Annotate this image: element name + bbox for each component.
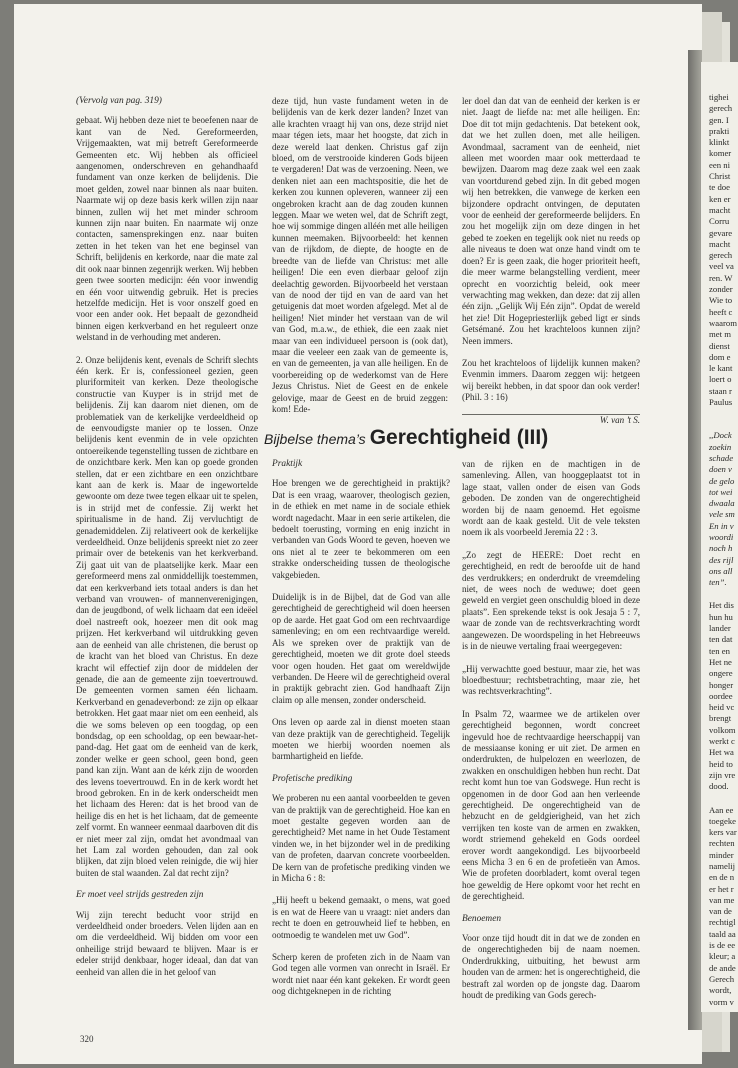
fragment-line: schade bbox=[709, 452, 734, 463]
fragment-line: Wie to bbox=[709, 295, 733, 306]
fragment-line: Het dis bbox=[709, 600, 734, 611]
paragraph: Voor onze tijd houdt dit in dat we de zonden en de ongerechtigheden bij de naam noemen. Onderdrukking, uitbuiting, het bewust arm houden van de armen: het is ongerechtigheid, die bestraft zal worden op de jongste dag. Daarom houdt de prediking van Gods gerech- bbox=[462, 933, 640, 1001]
fragment-line: des rijl bbox=[709, 554, 734, 565]
article2-column-2 bbox=[462, 459, 640, 1012]
fragment-line: de gelo bbox=[709, 475, 735, 486]
fragment-line: klinkt bbox=[709, 137, 730, 148]
document-page bbox=[14, 4, 702, 1064]
fragment-line: Aan ee bbox=[709, 804, 734, 815]
paragraph: van de rijken en de machtigen in de samenleving. Allen, van hooggeplaatst tot in lage staat, vallen onder de eisen van Gods geboden. De zonden van de ongerechtigheid worden bij de naam genoemd. Het egoïsme wordt aan de kaak gesteld. Uit de vele teksten noem ik als voorbeeld Jeremia 22 : 3. bbox=[462, 459, 640, 538]
fragment-line: ten dat bbox=[709, 634, 733, 645]
fragment-line: Gerech bbox=[709, 973, 735, 984]
fragment-line: volkom bbox=[709, 724, 736, 735]
paragraph: Ons leven op aarde zal in dienst moeten staan van deze praktijk van de gerechtigheid. Tegelijk moeten we hierbij woorden noemen als barmhartigheid en liefde. bbox=[272, 717, 450, 762]
fragment-line: gerech bbox=[709, 250, 733, 261]
paragraph: ler doel dan dat van de eenheid der kerken is er niet. Jaagt de liefde na: met alle heiligen. En: Doe dit tot mijn gedachtenis. Dat betekent ook, dat we het zullen doen, met alle heiligen. Avondmaal, sacrament van de eenheid, niet alleen met woorden maar ook metterdaad te bewijzen. Daarom mag deze zaak wel een zaak van voortdurend gebed zijn. In dit gebed mogen wij hen betrekken, die vanwege de kerken een bijzondere opdracht ontvingen, de deputaten voor de eenheid der gereformeerde belijders. En zou het mogelijk zijn om deze dingen in het gebed te zoeken en tegelijk ook niet nu reeds op alle niveaus te doen wat onze hand vindt om te doen? Er is geen zaak, die hoger prioriteit heeft, die meer warme belangstelling verdient, meer oprecht en voorzichtig beleid, ook meer verwachting mag wekken, dan deze: dat zij allen één zijn. „Gelijk Wij Eén zijn”. Opdat de wereld het zie! Dit Hogepriesterlijk gebed ligt er sinds Getsémané. Zou het krachteloos kunnen zijn? Neen immers. bbox=[462, 96, 640, 346]
fragment-line: zonder bbox=[709, 284, 733, 295]
fragment-line: Christ bbox=[709, 171, 731, 182]
paragraph: gebaat. Wij hebben deze niet te beoefenen naar de kant van de Ned. Gereformeerden, Vrijgemaakten, wat mij betreft Gereformeerde Gemeenten etc. Wij hebben als officieel aangenomen, onderschreven en gehandhaafd fundament van onze kerken de belijdenis. Die moet gelden, zowel naar binnen als naar buiten. Naarmate wij op deze basis kerk willen zijn naar binnen, zullen wij het met minder schroom kunnen zijn naar buiten. En naarmate wij onze contacten, samensprekingen enz. naar buiten zetten in het teken van het ene beginsel van Schrift, belijdenis en kerkorde, naar die mate zal dit ook naar binnen zegenrijk werken. Wij hebben geen twee soorten medicijn: één voor inwendig en één voor uitwendig gebruik. Het is precies hetzelfde medicijn. Het is voor onszelf goed en voor een ander ook. Het bepaalt de gezondheid binnen eigen kerkverband en het reguleert onze welstand in de verhouding met anderen. bbox=[76, 115, 258, 343]
fragment-line: lander bbox=[709, 623, 731, 634]
fragment-line: Het wa bbox=[709, 747, 734, 758]
fragment-line: heid vc bbox=[709, 702, 735, 713]
fragment-line: En in v bbox=[709, 520, 734, 531]
facing-column-fragments bbox=[709, 92, 738, 1008]
continued-from: (Vervolg van pag. 319) bbox=[76, 96, 162, 106]
fragment-line: gen. I bbox=[709, 114, 729, 125]
page-number: 320 bbox=[80, 1034, 94, 1044]
fragment-line: le kant bbox=[709, 363, 733, 374]
fragment-line: rechten bbox=[709, 838, 735, 849]
quote: „Hij heeft u bekend gemaakt, o mens, wat goed is en wat de Heere van u vraagt: niet anders dan recht te doen en getrouwheid lief te hebben, en ootmoedig te wandelen met uw God”. bbox=[272, 895, 450, 940]
paragraph: 2. Onze belijdenis kent, evenals de Schrift slechts één kerk. Er is, confessioneel gezien, geen pluriformiteit van kerken. Deze theologische constructie van Kuyper is in strijd met de belijdenis. Zij kan daarom niet dienen, om de problematiek van de kerkelijke verdeeldheid op de eenvoudigste manier op te lossen. Onze belijdenis kent evenmin de in vele opzichten ontoereikende tegenstelling tussen de zichtbare en de onzichtbare kerk. Men kan op goede gronden stellen, dat er een zichtbare en een onzichtbare kant aan de kerk is. Maar de ingewortelde gewoonte om deze twee tegen elkaar uit te spelen, is in strijd met de confessie. Zij werkt het spiritualisme in de hand. Zij vervluchtigt de genademiddelen. Zij relativeert ook de kerkelijke verdeeldheid. Onze belijdenis spreekt niet zo zeer primair over de betekenis van het kerkverband. Zij gaat uit van de plaatselijke kerk. Maar een gereformeerd mens zal onmiddellijk toestemmen, dat een kerkverband iets totaal anders is dan het verband van vrouwen- of mannenverenigingen, dan de jeugdbond, of welk lichaam dat een ideëel doel nastreeft ook, hoezeer men dit ook mag prijzen. Het kerkverband wil uitdrukking geven aan de eenheid van alle christenen, die berust op de kracht van het bloed van Christus. En deze kracht wil effectief zijn door de middelen der genade, die aan de gemeente zijn toevertrouwd. De gemeenten vormen samen één lichaam. Kerkverband en genadeverbond: ze zijn op elkaar betrokken. Het gaat maar niet om een eenheid, als die we soms beleven op een toogdag, op een bondsdag, op een schooldag, op een bewaar-het-pand-dag. Het gaat om de eenheid van de kerk, zonder welke er geen school, geen bond, geen pand kan zijn. Want aan de kérk zijn de woorden des levens toevertrouwd. En in de kerk wordt het brood gebroken. En in de kerk onderscheidt men het lichaam des Heren: dat is het brood van de heilige dis en het is het lichaam, dat de gemeente zelf vormt. En wanneer eenmaal daarboven dit dis er niet meer zal zijn, omdat het avondmaal van het Lam zal worden gehouden, dan zal ook blijken, dat zijn bloed velen reinigde, die wij hier buiten de stal waanden. Zal dat recht zijn? bbox=[76, 354, 258, 878]
paragraph: Wij zijn terecht beducht voor strijd en verdeeldheid onder broeders. Velen lijden aan en om die verdeeldheid. Wij bidden om voor een onheilige strijd bewaard te blijven. Maar is er edeler strijd denkbaar, hoger ideaal, dan dat van eenheid van allen die in het geloof van bbox=[76, 909, 258, 977]
fragment-line: een ni bbox=[709, 159, 730, 170]
subheading: Profetische prediking bbox=[272, 773, 353, 784]
fragment-line: ons all bbox=[709, 565, 733, 576]
fragment-line: wordt, bbox=[709, 985, 732, 996]
fragment-line: en de n bbox=[709, 872, 735, 883]
fragment-line: vele sm bbox=[709, 509, 735, 520]
fragment-line: gerech bbox=[709, 103, 733, 114]
fragment-line: gevare bbox=[709, 227, 733, 238]
author-signature: W. van ’t S. bbox=[599, 414, 640, 425]
fragment-line: ten”. bbox=[709, 577, 727, 588]
subheading: Benoemen bbox=[462, 913, 502, 924]
section-kicker: Bijbelse thema’s bbox=[264, 431, 366, 447]
fragment-line: staan r bbox=[709, 385, 732, 396]
fragment-line: oordee bbox=[709, 690, 733, 701]
fragment-line: dienst bbox=[709, 340, 730, 351]
paragraph: Duidelijk is in de Bijbel, dat de God van alle gerechtigheid de gerechtigheid wil doen heersen op de aarde. Het gaat God om een rechtvaardige samenleving; en om een rechtvaardige wereld. Als we spreken over de praktijk van de gerechtigheid, moeten we dit grote doel steeds voor ogen houden. Het gaat om wereldwijde verbanden. De Heere wil de gerechtigheid overal in praktijk gebracht zien. God handhaaft Zijn claim op alle mensen, zonder onderscheid. bbox=[272, 592, 450, 705]
paragraph: Zou het krachteloos of lijdelijk kunnen maken? Evenmin immers. Daarom zeggen wij: hetgeen wij bereikt hebben, in dat spoor dan ook verder! (Phil. 3 : 16) bbox=[462, 357, 640, 403]
fragment-line: komer bbox=[709, 148, 732, 159]
facing-page-edge bbox=[700, 62, 738, 1012]
subheading: Er moet veel strijds gestreden zijn bbox=[76, 890, 204, 901]
fragment-line: ten en bbox=[709, 645, 730, 656]
fragment-line: macht bbox=[709, 238, 731, 249]
fragment-line: woordi bbox=[709, 531, 734, 542]
article2-column-1 bbox=[272, 459, 450, 1009]
fragment-line: ongere bbox=[709, 668, 733, 679]
article-title: Gerechtigheid (III) bbox=[369, 426, 549, 449]
paragraph: In Psalm 72, waarmee we de artikelen over gerechtigheid begonnen, wordt concreet ingevuld hoe de rechtvaardige heerschappij van de messiaanse koning er uit ziet. De armen en onderdrukten, de hulpelozen en weerlozen, de zwakken en onschuldigen hebben hun recht. Dat recht komt hun toe van Godswege. Hun recht is opgenomen in de door God aan hen verleende gerechtigheid. De ongerechtigheid van de hebzucht en de geldgierigheid, van het zich verrijken ten koste van de armen en zwakken, wordt striemend gehekeld en Gods oordeel erover wordt aangekondigd. Les bijvoorbeeld eens Micha 3 en 6 en de profetieën van Amos. Wie de profeten doorbladert, komt overal tegen hoe geweldig de Here opkomt voor het recht en de gerechtigheid. bbox=[462, 708, 640, 902]
fragment-line: heid to bbox=[709, 758, 733, 769]
fragment-line: tighei bbox=[709, 92, 729, 102]
fragment-line: brengt bbox=[709, 713, 732, 724]
article1-column-2 bbox=[272, 96, 448, 426]
fragment-line: ren. W bbox=[709, 272, 733, 283]
quote: „Hij verwachtte goed bestuur, maar zie, het was bloedbestuur; rechtsbetrachting, maar zie, het was rechtsverkrachting”. bbox=[462, 663, 640, 697]
fragment-line: toegeke bbox=[709, 815, 737, 826]
paragraph: Hoe brengen we de gerechtigheid in praktijk? Dat is een vraag, waarover, theologisch gezien, in de ethiek en met name in de sociale ethiek wordt nagedacht. Maar in een serie artikelen, die bedoelt toerusting, vorming en enig inzicht in verbanden van Gods Woord te geven, hoeven we ons niet al te zeer te bekommeren om een strakke onderscheiding tussen de theologische vakgebieden. bbox=[272, 478, 450, 580]
fragment-line: kers var bbox=[709, 827, 737, 838]
fragment-line: hun hu bbox=[709, 611, 733, 622]
fragment-line: waarom bbox=[709, 317, 737, 328]
paragraph: We proberen nu een aantal voorbeelden te geven van de praktijk van de gerechtigheid. Hoe kan en moet gestalte gegeven worden aan de gerechtigheid? Met name in het Oude Testament vinden we, in het bijzonder wel in de prediking van de profeten, daarvan concrete voorbeelden. De kern van de profetische prediking vinden we in Micha 6 : 8: bbox=[272, 793, 450, 883]
fragment-line: rechtigl bbox=[709, 917, 736, 928]
fragment-line: zijn vre bbox=[709, 769, 736, 780]
fragment-line: de ande bbox=[709, 962, 736, 973]
fragment-line: macht bbox=[709, 204, 731, 215]
fragment-line: Corru bbox=[709, 216, 730, 227]
fragment-line: doen v bbox=[709, 464, 732, 475]
fragment-line: Paulus bbox=[709, 397, 733, 408]
fragment-line: dom e bbox=[709, 351, 731, 362]
fragment-line: van de bbox=[709, 906, 732, 917]
subheading: Praktijk bbox=[272, 459, 303, 469]
article1-column-3 bbox=[462, 96, 640, 426]
fragment-line: noch h bbox=[709, 543, 733, 554]
fragment-line: ken er bbox=[709, 193, 731, 204]
fragment-line: met m bbox=[709, 329, 731, 340]
paragraph: Scherp keren de profeten zich in de Naam van God tegen alle vormen van onrecht in Israël. Er wordt niet naar één kant gekeken. Er wordt geen oog dichtgeknepen in de richting bbox=[272, 952, 450, 997]
fragment-line: te doe bbox=[709, 182, 730, 193]
fragment-line: prakti bbox=[709, 125, 730, 136]
article1-column-1 bbox=[76, 96, 258, 989]
fragment-line: dwaala bbox=[709, 498, 735, 509]
article2-heading bbox=[264, 426, 548, 450]
fragment-line: minder bbox=[709, 849, 734, 860]
fragment-line: is de ee bbox=[709, 940, 736, 951]
fragment-line: taald aa bbox=[709, 928, 736, 939]
fragment-line: Het ne bbox=[709, 656, 732, 667]
fragment-line: tot wei bbox=[709, 486, 733, 497]
paragraph: deze tijd, hun vaste fundament weten in de belijdenis van de kerk dezer landen? Inzet van alle krachten vraagt hij van ons, deze strijd niet maar tégen iets, maar het hoogste, dat zich in deze wereld laat denken. Christus gaf zijn bloed, om de verstrooide kinderen Gods bijeen te vergaderen! Dat was de verzoening. Neen, we denken niet aan een machtspositie, die het de kerken zou kunnen opleveren, wanneer zij een ongebroken kracht aan de dag zouden kunnen leggen. Maar we weten wel, dat de Schrift zegt, hoe wij sommige dingen alléén met alle heiligen kunnen meemaken. Bijvoorbeeld: het kennen van de rijkdom, de diepte, de hoogte en de breedte van de liefde van Christus: met alle heiligen! Die een even dierbaar geloof zijn deelachtig geworden. Bijvoorbeeld het verstaan van de nood der tijd en van de aard van het getuigenis dat moet worden afgelegd. Met al de heiligen! Niet minder het verstaan van de wil van God, m.a.w., de ethiek, die een zaak niet maar van een individueel persoon is (ook dat), maar die veeleer een zaak van de gemeente is, en van de gemeenten, ja van alle heiligen. En de voorbereiding op de wederkomst van de Here Jezus Christus. Niet de Geest en de enkele gelovige, maar de Geest en de bruid zeggen: kom! Ede- bbox=[272, 96, 448, 414]
fragment-line: dood. bbox=[709, 781, 729, 792]
fragment-line: heeft c bbox=[709, 306, 733, 317]
fragment-line: ,,Dock bbox=[709, 430, 732, 441]
article-divider bbox=[462, 414, 640, 415]
fragment-line: loert o bbox=[709, 374, 732, 385]
fragment-line: er het r bbox=[709, 883, 734, 894]
fragment-line: werkt c bbox=[709, 736, 735, 747]
fragment-line: zoekin bbox=[709, 441, 732, 452]
fragment-line: vorm v bbox=[709, 996, 734, 1007]
fragment-line: honger bbox=[709, 679, 734, 690]
fragment-line: veel va bbox=[709, 261, 734, 272]
fragment-line: namelij bbox=[709, 861, 736, 871]
quote: „Zo zegt de HEERE: Doet recht en gerechtigheid, en redt de beroofde uit de hand des verdrukkers; en onderdrukt de vreemdeling niet, de wees noch de weduwe; doet geen geweld en vergiet geen onschuldig bloed in deze plaats”. Een sprekende tekst is ook Jesaja 5 : 7, waar de zonde van de rechtsverkrachting wordt aangewezen. De woordspeling in het Hebreeuws is in de nieuwe vertaling fraai weergegeven: bbox=[462, 549, 640, 652]
fragment-line: kleur; a bbox=[709, 951, 736, 962]
fragment-line: van me bbox=[709, 894, 735, 905]
